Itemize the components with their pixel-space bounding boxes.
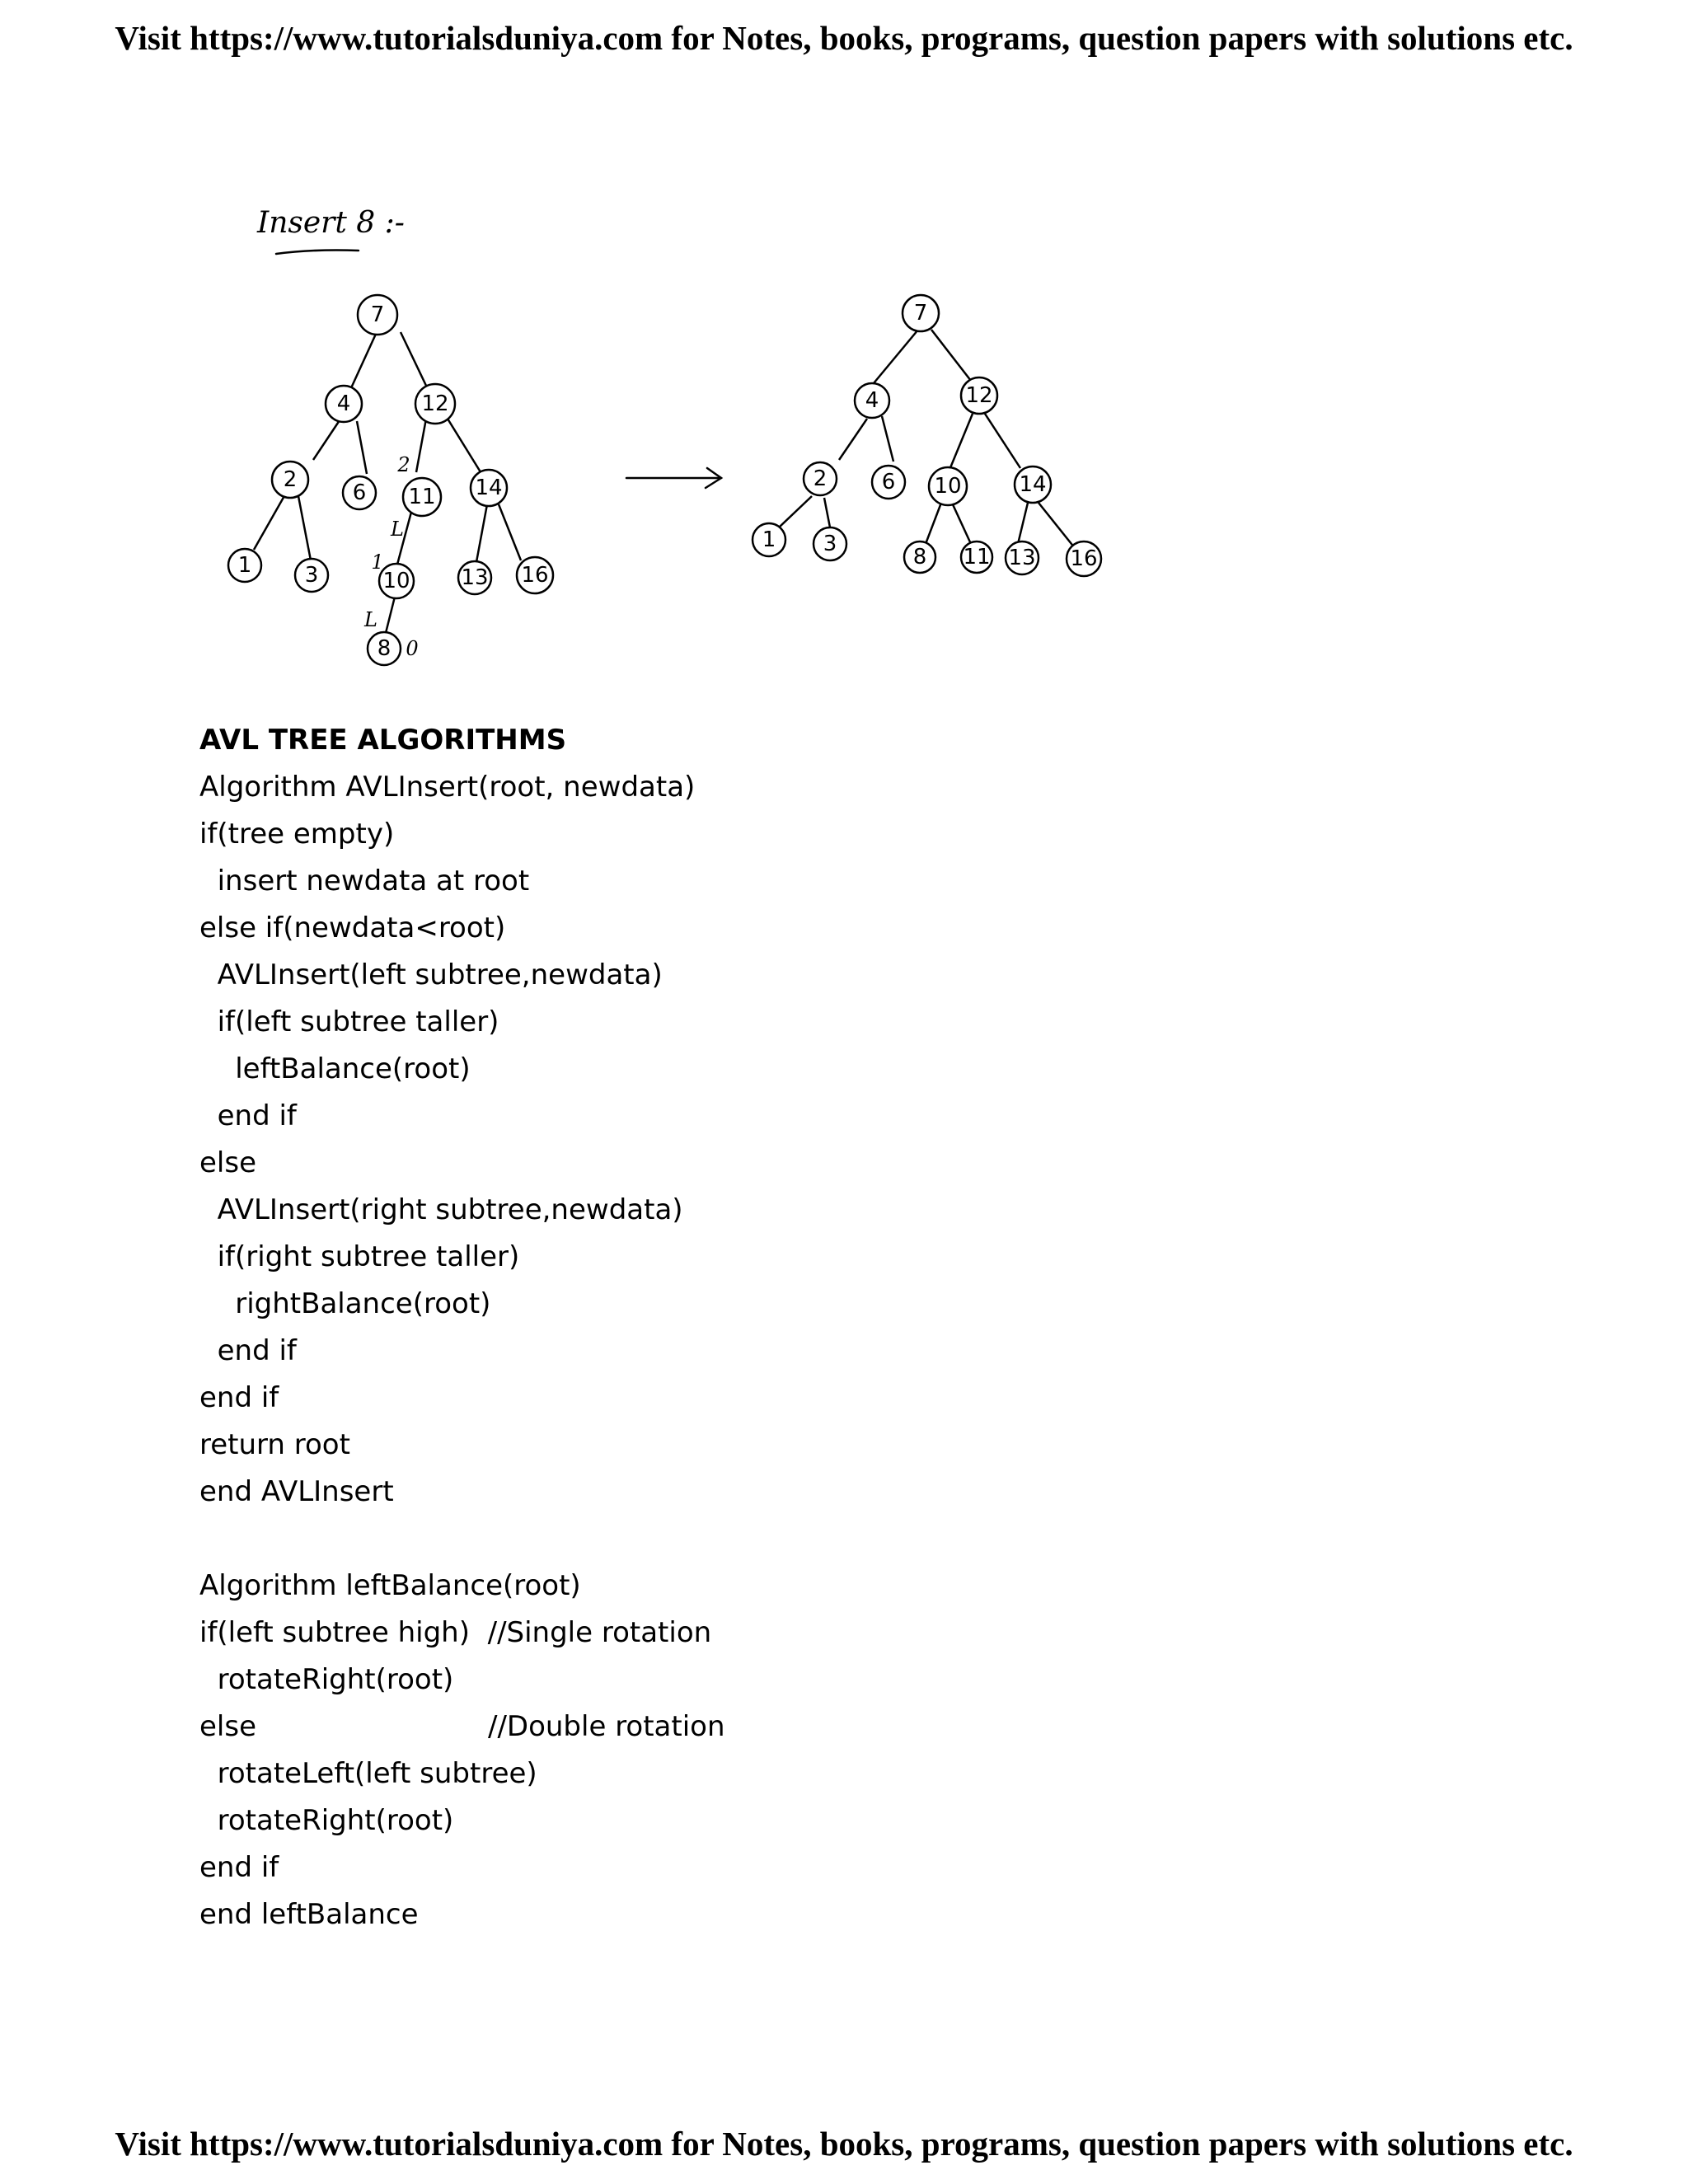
after-node-label: 13	[1008, 546, 1036, 570]
after-node-label: 1	[762, 527, 776, 552]
before-node-label: 16	[521, 563, 549, 588]
before-node-label: 11	[408, 485, 436, 509]
transform-arrow-icon	[626, 468, 721, 488]
before-node-label: 8	[377, 636, 392, 661]
before-node-label: 2	[283, 467, 298, 492]
code-line: end if	[199, 1099, 297, 1132]
balance-annotation: L	[391, 518, 404, 541]
code-line: leftBalance(root)	[199, 1052, 471, 1085]
balance-annotation: 1	[371, 551, 384, 574]
after-node-label: 10	[934, 474, 962, 499]
after-node-label: 12	[965, 383, 993, 408]
pseudocode-block	[199, 764, 725, 1938]
after-node-label: 7	[913, 301, 928, 326]
code-line: if(right subtree taller)	[199, 1240, 520, 1273]
code-line: end if	[199, 1851, 279, 1884]
code-line: Algorithm leftBalance(root)	[199, 1569, 581, 1602]
balance-annotation: 0	[406, 637, 419, 660]
code-line: rotateLeft(left subtree)	[199, 1757, 537, 1790]
code-line: if(left subtree high) //Single rotation	[199, 1616, 712, 1649]
header-banner: Visit https://www.tutorialsduniya.com for Notes, books, programs, question papers with solutions etc.	[115, 19, 1573, 57]
code-line: AVLInsert(left subtree,newdata)	[199, 958, 663, 991]
before-node-label: 13	[461, 565, 489, 590]
code-line: Algorithm AVLInsert(root, newdata)	[199, 771, 696, 804]
before-node-label: 14	[475, 476, 503, 500]
after-node-label: 3	[823, 532, 837, 556]
code-line: rotateRight(root)	[199, 1663, 454, 1696]
before-node-label: 10	[382, 569, 410, 593]
after-node-label: 6	[881, 470, 896, 494]
before-node-label: 12	[421, 391, 449, 416]
before-node-label: 1	[237, 553, 252, 578]
diagram-heading: Insert 8 :-	[257, 206, 405, 240]
code-line: AVLInsert(right subtree,newdata)	[199, 1193, 683, 1226]
after-tree-nodes	[753, 295, 1101, 576]
after-node-label: 4	[865, 388, 879, 413]
after-node-label: 14	[1019, 472, 1047, 497]
code-line: end leftBalance	[199, 1898, 419, 1931]
after-tree	[779, 330, 1075, 548]
code-line: end if	[199, 1334, 297, 1367]
code-line: else //Double rotation	[199, 1710, 725, 1743]
after-node-label: 2	[813, 466, 828, 491]
code-line: else if(newdata<root)	[199, 912, 506, 944]
after-node-label: 11	[963, 545, 991, 569]
code-line: if(left subtree taller)	[199, 1005, 499, 1038]
before-node-label: 3	[304, 563, 319, 588]
code-line: return root	[199, 1428, 350, 1461]
after-node-label: 8	[912, 545, 927, 569]
avl-insert-diagram	[206, 198, 1154, 692]
blank-line	[199, 1516, 725, 1563]
code-line: if(tree empty)	[199, 818, 395, 851]
algorithms-section	[199, 717, 725, 1938]
code-line: else	[199, 1146, 256, 1179]
before-node-label: 6	[352, 480, 367, 505]
before-node-label: 4	[336, 391, 351, 416]
after-node-label: 16	[1070, 546, 1098, 571]
balance-annotation: 2	[397, 453, 410, 476]
code-line: end AVLInsert	[199, 1475, 394, 1508]
section-title: AVL TREE ALGORITHMS	[199, 724, 567, 757]
code-line: rightBalance(root)	[199, 1287, 491, 1320]
code-line: end if	[199, 1381, 279, 1414]
code-line: insert newdata at root	[199, 865, 530, 898]
balance-annotation: L	[364, 608, 377, 631]
before-node-label: 7	[370, 302, 385, 327]
code-line: rotateRight(root)	[199, 1804, 454, 1837]
footer-banner: Visit https://www.tutorialsduniya.com for Notes, books, programs, question papers with solutions etc.	[115, 2125, 1573, 2163]
